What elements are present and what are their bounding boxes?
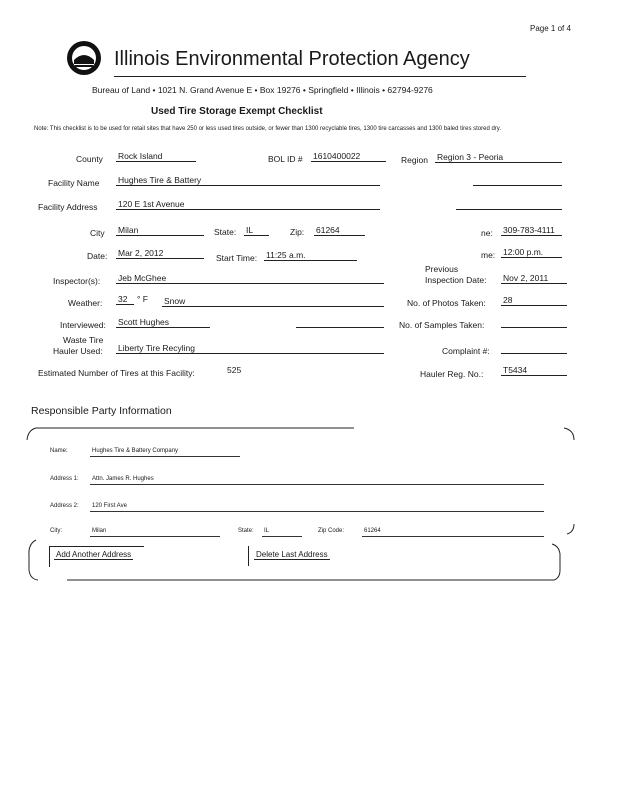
bol-label: BOL ID # (268, 154, 303, 164)
facility-name-label: Facility Name (48, 178, 100, 188)
rp-name-field[interactable]: Hughes Tire & Battery Company (92, 448, 179, 454)
photos-field[interactable]: 28 (503, 295, 513, 305)
samples-label: No. of Samples Taken: (399, 320, 485, 330)
photos-label: No. of Photos Taken: (407, 298, 486, 308)
agency-address: Bureau of Land • 1021 N. Grand Avenue E • Box 19276 • Springfield • Illinois • 62794-9276 (92, 85, 433, 95)
hauler-field[interactable]: Liberty Tire Recyling (118, 343, 196, 353)
hauler-label-1: Waste Tire (63, 335, 104, 345)
responsible-party-heading: Responsible Party Information (31, 405, 172, 417)
hauler-reg-label: Hauler Reg. No.: (420, 369, 484, 379)
rp-address1-field[interactable]: Attn. James R. Hughes (92, 476, 154, 482)
weather-field[interactable]: Snow (164, 296, 186, 306)
estimated-tires-field[interactable]: 525 (227, 365, 242, 375)
weather-label: Weather: (68, 298, 103, 308)
interviewed-field[interactable]: Scott Hughes (118, 317, 170, 327)
county-field[interactable]: Rock Island (118, 151, 163, 161)
rp-address1-label: Address 1: (50, 476, 79, 482)
agency-seal-logo (66, 40, 102, 76)
previous-label-2: Inspection Date: (425, 275, 487, 285)
complaint-label: Complaint #: (442, 346, 490, 356)
state-label: State: (214, 227, 237, 237)
bol-field[interactable]: 1610400022 (313, 151, 361, 161)
zip-field[interactable]: 61264 (316, 225, 340, 235)
rp-zip-label: Zip Code: (318, 528, 345, 534)
state-field[interactable]: IL (246, 225, 254, 235)
previous-label-1: Previous (425, 264, 459, 274)
agency-title: Illinois Environmental Protection Agency (114, 48, 470, 70)
phone-label: ne: (481, 228, 493, 238)
phone-field[interactable]: 309-783-4111 (503, 225, 555, 235)
start-time-label: Start Time: (216, 253, 258, 263)
rp-address2-label: Address 2: (50, 503, 79, 509)
rp-zip-field[interactable]: 61264 (364, 528, 381, 534)
zip-label: Zip: (290, 227, 305, 237)
form-title: Used Tire Storage Exempt Checklist (151, 106, 323, 117)
form-note: Note: This checklist is to be used for retail sites that have 250 or less used tires outside, or fewer than 1300 recyclable tires, 1300 tire carcasses and 1300 baled tires stored dry. (34, 126, 502, 132)
end-time-field[interactable]: 12:00 p.m. (503, 247, 544, 257)
interviewed-label: Interviewed: (60, 320, 106, 330)
facility-address-field[interactable]: 120 E 1st Avenue (118, 199, 185, 209)
rp-state-field[interactable]: IL (264, 528, 270, 534)
start-time-field[interactable]: 11:25 a.m. (266, 250, 306, 260)
previous-inspection-field[interactable]: Nov 2, 2011 (503, 273, 549, 283)
rp-name-label: Name: (50, 448, 68, 454)
degree-unit: ° F (137, 294, 148, 304)
region-label: Region (401, 155, 428, 165)
add-address-button[interactable]: Add Another Address (56, 550, 132, 559)
facility-address-label: Facility Address (38, 202, 98, 212)
temperature-field[interactable]: 32 (118, 294, 128, 304)
date-label: Date: (87, 251, 108, 261)
rp-city-field[interactable]: Milan (92, 528, 107, 534)
delete-address-button[interactable]: Delete Last Address (256, 550, 328, 559)
end-time-label: me: (481, 250, 496, 260)
region-field[interactable]: Region 3 - Peoria (437, 152, 504, 162)
hauler-label-2: Hauler Used: (53, 346, 103, 356)
hauler-reg-field[interactable]: T5434 (503, 365, 528, 375)
rp-city-label: City: (50, 528, 62, 534)
estimated-tires-label: Estimated Number of Tires at this Facility: (38, 368, 195, 378)
page-number: Page 1 of 4 (530, 24, 571, 33)
inspectors-field[interactable]: Jeb McGhee (118, 273, 167, 283)
date-field[interactable]: Mar 2, 2012 (118, 248, 164, 258)
city-label: City (90, 228, 105, 238)
rp-state-label: State: (238, 528, 254, 534)
city-field[interactable]: Milan (118, 225, 139, 235)
rp-address2-field[interactable]: 120 First Ave (92, 503, 127, 509)
facility-name-field[interactable]: Hughes Tire & Battery (118, 175, 202, 185)
county-label: County (76, 154, 103, 164)
inspectors-label: Inspector(s): (53, 276, 101, 286)
